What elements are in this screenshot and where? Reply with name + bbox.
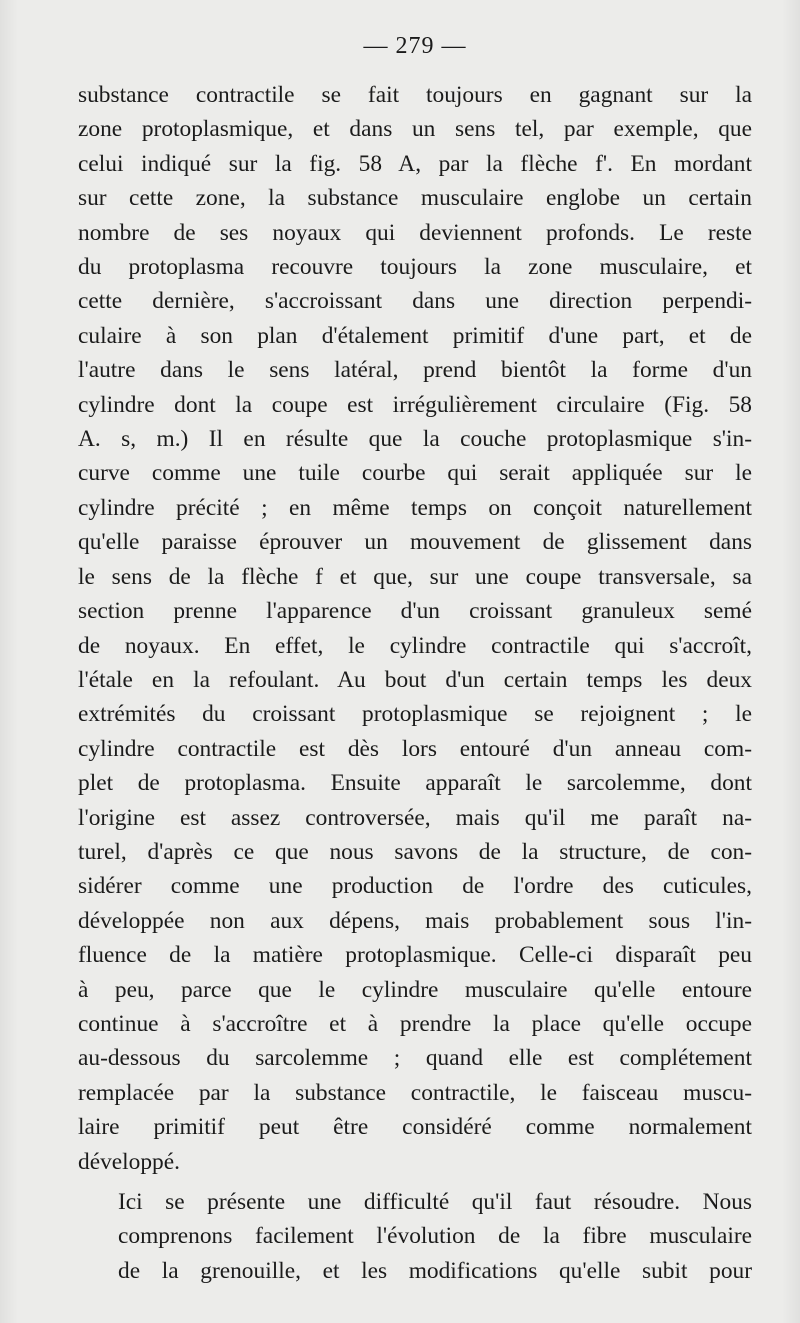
text-line: plet de protoplasma. Ensuite apparaît le sarcolemme, dont [78,770,752,797]
text-line: zone protoplasmique, et dans un sens tel, par exemple, que [78,116,752,143]
text-line: substance contractile se fait toujours en gagnant sur la [78,82,752,108]
text-line: culaire à son plan d'étalement primitif d'une part, et de [78,322,752,349]
text-line: extrémités du croissant protoplasmique se rejoignent ; le [78,701,752,728]
text-line: de noyaux. En effet, le cylindre contractile qui s'accroît, [78,632,752,659]
text-line: cylindre précité ; en même temps on conçoit naturellement [78,494,752,521]
text-line: Ici se présente une difficulté qu'il faut résoudre. Nous [118,1189,752,1215]
page-number: — 279 — [363,33,467,59]
text-line: cylindre dont la coupe est irrégulièrement circulaire (Fig. 58 [78,391,752,418]
text-line: cylindre contractile est dès lors entouré d'un anneau com- [78,735,752,762]
text-line: qu'elle paraisse éprouver un mouvement de glissement dans [78,529,752,556]
text-line: le sens de la flèche f et que, sur une coupe transversale, sa [78,563,752,590]
text-line: celui indiqué sur la fig. 58 A, par la flèche f'. En mordant [78,150,752,177]
text-line: à peu, parce que le cylindre musculaire qu'elle entoure [78,976,752,1003]
text-line: du protoplasma recouvre toujours la zone musculaire, et [78,254,752,281]
text-line: développée non aux dépens, mais probablement sous l'in- [78,907,752,934]
paragraph-2 [78,1185,752,1288]
text-line: remplacée par la substance contractile, le faisceau muscu- [78,1079,752,1106]
text-line: section prenne l'apparence d'un croissant granuleux semé [78,598,752,625]
text-line: l'autre dans le sens latéral, prend bientôt la forme d'un [78,357,752,384]
text-line: nombre de ses noyaux qui deviennent profonds. Le reste [78,219,752,246]
text-line: comprenons facilement l'évolution de la fibre musculaire [118,1223,752,1250]
text-line: l'étale en la refoulant. Au bout d'un certain temps les deux [78,666,752,693]
text-line: continue à s'accroître et à prendre la place qu'elle occupe [78,1010,752,1037]
text-line: cette dernière, s'accroissant dans une direction perpendi- [78,288,752,315]
text-line: sidérer comme une production de l'ordre des cuticules, [78,873,752,900]
body-text [78,78,752,1288]
text-line: développé. [78,1148,180,1175]
text-line: l'origine est assez controversée, mais qu'il me paraît na- [78,804,752,831]
paragraph-1 [78,78,752,1179]
text-line: sur cette zone, la substance musculaire englobe un certain [78,185,752,212]
text-line: de la grenouille, et les modifications qu'elle subit pour [118,1257,752,1284]
text-line: laire primitif peut être considéré comme normalement [78,1114,752,1141]
text-line: A. s, m.) Il en résulte que la couche protoplasmique s'in- [78,426,752,453]
text-line: turel, d'après ce que nous savons de la structure, de con- [78,838,752,865]
text-line: fluence de la matière protoplasmique. Celle-ci disparaît peu [78,942,752,969]
text-line: au-dessous du sarcolemme ; quand elle est complétement [78,1045,752,1072]
text-line: curve comme une tuile courbe qui serait appliquée sur le [78,460,752,487]
